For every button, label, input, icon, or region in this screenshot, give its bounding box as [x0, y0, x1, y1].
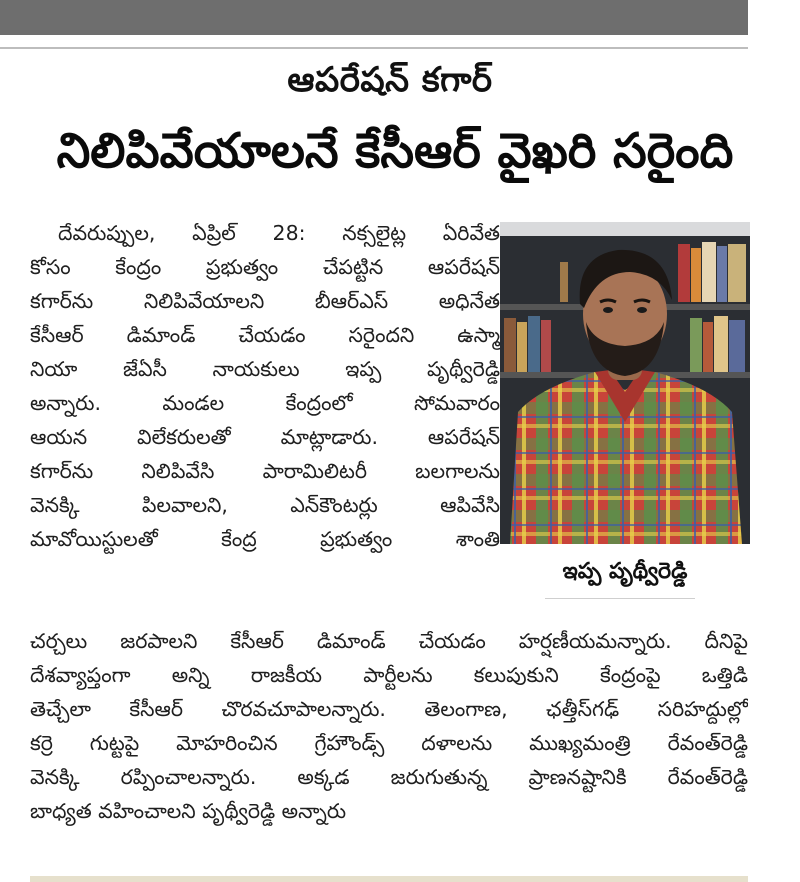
body-line: కోసం కేంద్రం ప్రభుత్వం చేపట్టిన ఆపరేషన్ [30, 255, 500, 279]
article-kicker: ఆపరేషన్ కగార్ [287, 60, 493, 100]
top-divider [0, 47, 748, 49]
body-line: నియా జేఏసీ నాయకులు ఇప్ప పృథ్వీరెడ్డి [30, 357, 500, 381]
body-line: దేవరుప్పుల, ఏప్రిల్ 28: నక్సలైట్ల ఏరివేత [58, 221, 500, 245]
body-line: వెనక్కి రప్పించాలన్నారు. అక్కడ జరుగుతున్న ప్రాణనష్టానికి రేవంత్‌రెడ్డి [30, 765, 748, 789]
photo-caption: ఇప్ప పృథ్వీరెడ్డి [562, 559, 688, 584]
body-line: ఆయన విలేకరులతో మాట్లాడారు. ఆపరేషన్ [30, 425, 500, 449]
article-body-column [30, 216, 500, 556]
body-line: కేసీఆర్ డిమాండ్ చేయడం సరైందని ఉస్మా [30, 323, 500, 347]
body-line: కగార్‌ను నిలిపివేయాలని బీఆర్ఎస్ అధినేత [30, 289, 500, 313]
body-line: కగార్‌ను నిలిపివేసి పారామిలిటరీ బలగాలను [30, 459, 500, 483]
body-line: దేశవ్యాప్తంగా అన్ని రాజకీయ పార్టీలను కలుపుకుని కేంద్రంపై ఒత్తిడి [30, 663, 748, 687]
article-headline: నిలిపివేయాలనే కేసీఆర్ వైఖరి సరైంది [56, 123, 734, 179]
body-line: కర్రె గుట్టపై మోహరించిన గ్రేహౌండ్స్ దళాలను ముఖ్యమంత్రి రేవంత్‌రెడ్డి [30, 731, 748, 755]
body-line: మావోయిస్టులతో కేంద్ర ప్రభుత్వం శాంతి [30, 527, 500, 551]
body-line: బాధ్యత వహించాలని పృథ్వీరెడ్డి అన్నారు [30, 799, 347, 823]
page-top-bar [0, 0, 748, 35]
body-line: తెచ్చేలా కేసీఆర్ చొరవచూపాలన్నారు. తెలంగాణ, ఛత్తీస్‌గఢ్ సరిహద్దుల్లో [30, 697, 748, 721]
bottom-strip [30, 876, 748, 882]
article-body-full-width [30, 624, 748, 828]
body-line: చర్చలు జరపాలని కేసీఆర్ డిమాండ్ చేయడం హర్షణీయమన్నారు. దీనిపై [30, 629, 748, 653]
body-line: అన్నారు. మండల కేంద్రంలో సోమవారం [30, 391, 500, 415]
body-line: వెనక్కి పిలవాలని, ఎన్‌కౌంటర్లు ఆపివేసి [30, 493, 500, 517]
caption-divider [545, 598, 695, 599]
portrait-photo [500, 222, 750, 544]
